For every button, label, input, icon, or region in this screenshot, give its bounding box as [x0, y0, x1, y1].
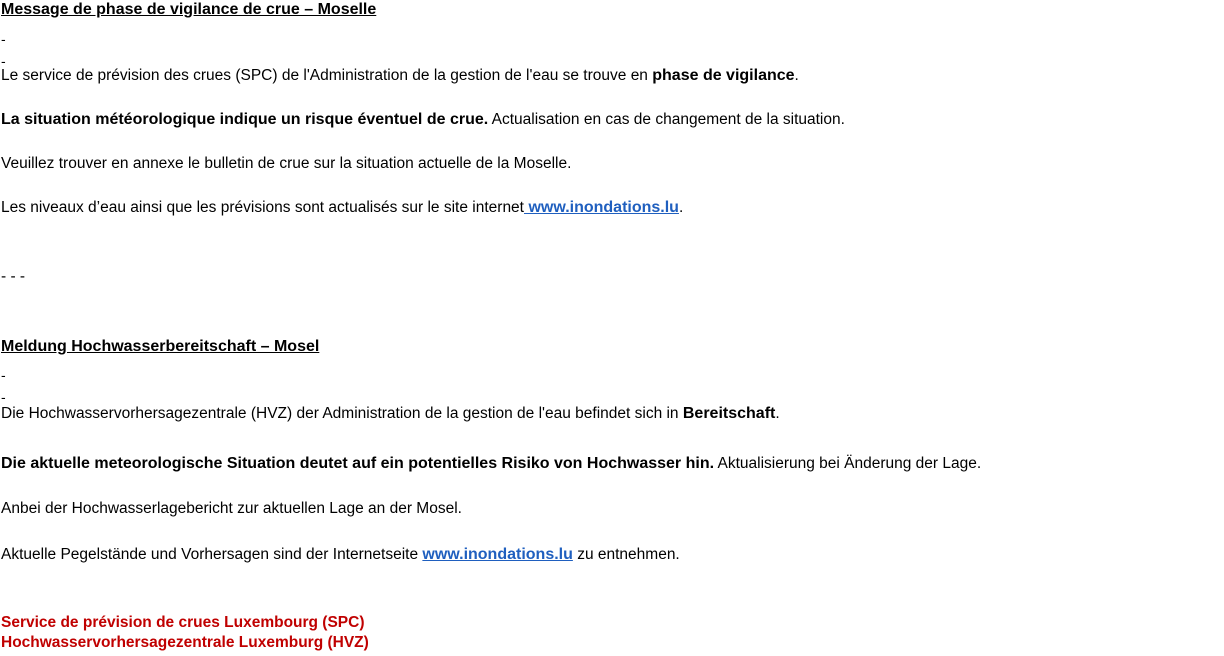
signature-line-2: Hochwasservorhersagezentrale Luxemburg (HVZ)	[1, 634, 369, 651]
german-p4-text: Aktuelle Pegelstände und Vorhersagen sind der Internetseite	[1, 546, 423, 563]
french-heading: Message de phase de vigilance de crue – Moselle	[1, 1, 377, 18]
german-paragraph-3: Anbei der Hochwasserlagebericht zur aktuellen Lage an der Mosel.	[1, 500, 462, 517]
french-p2-bold: La situation météorologique indique un risque éventuel de crue.	[1, 111, 489, 128]
section-separator: - - -	[1, 268, 26, 285]
french-paragraph-1	[1, 67, 799, 85]
french-paragraph-4	[1, 199, 683, 217]
german-p2-bold: Die aktuelle meteorologische Situation deutet auf ein potentielles Risiko von Hochwasser hin.	[1, 455, 715, 472]
german-p1-bold: Bereitschaft	[682, 405, 776, 422]
french-p2-text: Actualisation en cas de changement de la situation.	[488, 111, 845, 128]
german-dash-1: -	[1, 367, 6, 383]
german-p2-text: Aktualisierung bei Änderung der Lage.	[714, 455, 982, 472]
french-p1-bold: phase de vigilance	[652, 67, 795, 84]
french-dash-2: -	[1, 53, 6, 69]
french-website-link[interactable]: www.inondations.lu	[524, 199, 679, 216]
french-p1-text: Le service de prévision des crues (SPC) de l'Administration de la gestion de l'eau se trouve en	[1, 67, 653, 84]
german-paragraph-1	[1, 405, 780, 423]
german-paragraph-2	[1, 455, 981, 473]
french-paragraph-3: Veuillez trouver en annexe le bulletin de crue sur la situation actuelle de la Moselle.	[1, 155, 572, 172]
signature-line-1: Service de prévision de crues Luxembourg (SPC)	[1, 614, 365, 631]
french-p4-end: .	[678, 199, 684, 216]
german-dash-2: -	[1, 389, 6, 405]
german-p1-text: Die Hochwasservorhersagezentrale (HVZ) der Administration de la gestion de l'eau befindet sich in	[1, 405, 683, 422]
french-dash-1: -	[1, 31, 6, 47]
french-paragraph-2	[1, 111, 845, 129]
french-p4-text: Les niveaux d’eau ainsi que les prévisions sont actualisés sur le site internet	[1, 199, 524, 216]
german-paragraph-4	[1, 546, 680, 564]
german-p4-end: zu entnehmen.	[572, 546, 680, 563]
german-website-link[interactable]: www.inondations.lu	[422, 546, 573, 563]
german-p1-end: .	[775, 405, 780, 422]
french-p1-end: .	[794, 67, 799, 84]
german-heading: Meldung Hochwasserbereitschaft – Mosel	[1, 338, 320, 355]
